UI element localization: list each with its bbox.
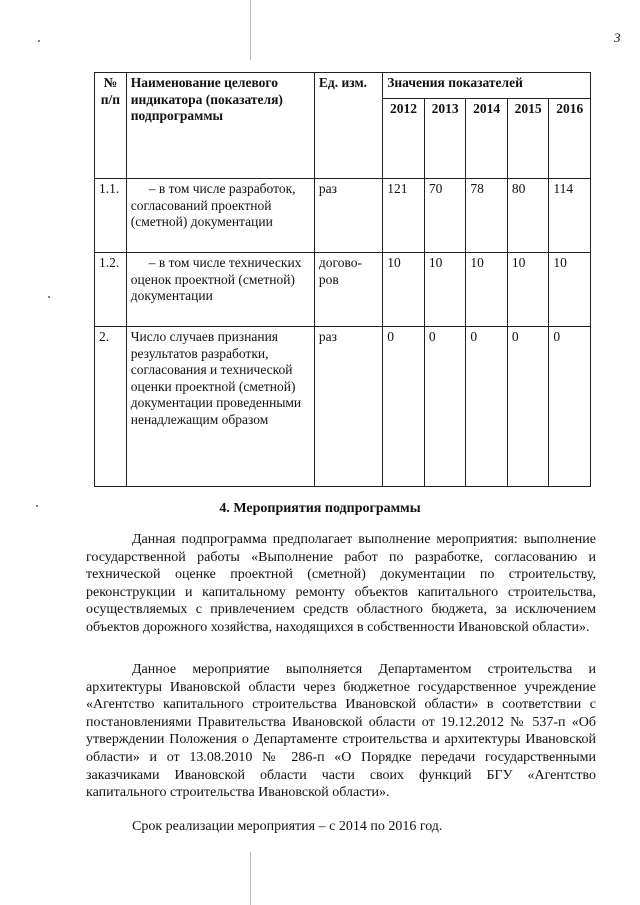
header-year: 2014 — [466, 99, 508, 179]
paragraph: Данная подпрограмма предполагает выполнение мероприятия: выполнение государственной работы «Выполнение работ по разработке, согласованию и технической оценке проектной (сметной) документации по строительству, реконструкции и капитальному ремонту объектов капитального строительства, осуществляемых с привлечением средств областного бюджета, за исключением объектов дорожного хозяйства, находящихся в собственности Ивановской области». — [86, 532, 596, 635]
header-year: 2012 — [383, 99, 425, 179]
row-value: 0 — [466, 327, 508, 487]
row-value: 0 — [549, 327, 591, 487]
page-number: 3 — [614, 30, 621, 45]
table-row — [95, 179, 591, 253]
row-name: Число случаев признания результатов разработки, согласования и технической оценки проектной (сметной) документации проведенными ненадлежащим образом — [126, 327, 314, 487]
row-value: 10 — [507, 253, 549, 327]
row-no: 1.1. — [95, 179, 127, 253]
row-name-text: – в том числе технических оценок проектной (сметной) документации — [130, 255, 302, 303]
scan-speck — [48, 296, 50, 298]
row-unit: раз — [314, 179, 382, 253]
row-no: 1.2. — [95, 253, 127, 327]
scan-line — [250, 0, 251, 60]
header-values: Значения показателей — [383, 73, 591, 99]
header-unit: Ед. изм. — [314, 73, 382, 179]
scan-speck — [38, 40, 40, 42]
scan-line — [250, 852, 251, 905]
row-name — [126, 179, 314, 253]
row-value: 80 — [507, 179, 549, 253]
row-value: 78 — [466, 179, 508, 253]
row-value: 114 — [549, 179, 591, 253]
row-value: 121 — [383, 179, 425, 253]
header-no: № п/п — [95, 73, 127, 179]
header-name: Наименование целевого индикатора (показателя) подпрограммы — [126, 73, 314, 179]
table-row — [95, 253, 591, 327]
paragraph: Данное мероприятие выполняется Департаментом строительства и архитектуры Ивановской области через бюджетное государственное учреждение «Агентство капитального строительства Ивановской области» в соответствии с постановлениями Правительства Ивановской области от 19.12.2012 № 537-п «Об утверждении Положения о Департаменте строительства и архитектуры Ивановской области» и от 13.08.2010 № 286-п «О Порядке передачи государственными заказчиками Ивановской области части своих функций БГУ «Агентство капитального строительства Ивановской области». — [86, 662, 596, 801]
row-value: 70 — [424, 179, 466, 253]
table-row — [95, 327, 591, 487]
row-unit: раз — [314, 327, 382, 487]
row-value: 0 — [383, 327, 425, 487]
row-value: 10 — [424, 253, 466, 327]
header-year: 2016 — [549, 99, 591, 179]
row-value: 10 — [383, 253, 425, 327]
row-value: 0 — [424, 327, 466, 487]
paragraph: Срок реализации мероприятия – с 2014 по 2016 год. — [132, 819, 443, 834]
row-value: 10 — [466, 253, 508, 327]
header-year: 2013 — [424, 99, 466, 179]
row-value: 10 — [549, 253, 591, 327]
indicators-table — [94, 72, 591, 487]
row-unit: догово-ров — [314, 253, 382, 327]
row-value: 0 — [507, 327, 549, 487]
row-no: 2. — [95, 327, 127, 487]
row-name — [126, 253, 314, 327]
row-name-text: – в том числе разработок, согласований проектной (сметной) документации — [130, 181, 296, 229]
section-heading: 4. Мероприятия подпрограммы — [219, 501, 421, 516]
header-year: 2015 — [507, 99, 549, 179]
